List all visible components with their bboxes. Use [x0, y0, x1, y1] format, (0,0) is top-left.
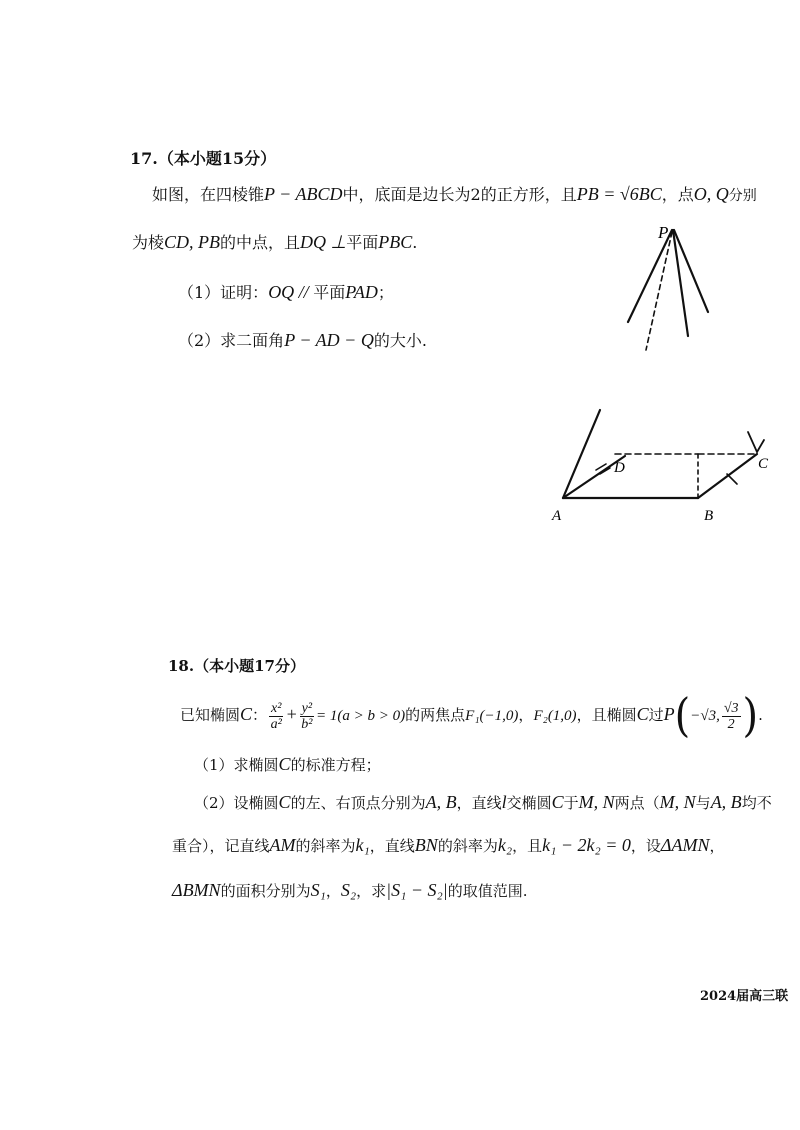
- q17-sub1-end: ；: [377, 283, 394, 302]
- edge-pd-upper-dashed: [646, 232, 672, 350]
- edge-bc: [698, 454, 757, 498]
- q18-frac-y-num: y²: [301, 700, 313, 716]
- label-c: C: [758, 456, 769, 472]
- q17-line2-text-c: 平面: [346, 233, 379, 252]
- edge-c-tick: [748, 432, 757, 452]
- q18-eq: = 1(a > b > 0): [316, 708, 406, 724]
- q18-frac-sqrt3-num: √3: [723, 700, 739, 716]
- q18-l2-k2: k₂: [497, 835, 513, 855]
- edge-pa-upper: [628, 230, 672, 322]
- q18-f2: F₂(1,0): [533, 708, 577, 724]
- q18-frac-y: [300, 701, 314, 732]
- q18-l3-text-c: 的取值范围.: [447, 882, 528, 900]
- q17-line1-text: 如图，在四棱锥: [152, 185, 265, 204]
- q18-frac-sqrt3: [722, 701, 741, 732]
- q18-point-p: P: [663, 704, 675, 724]
- q18-line1-end: .: [758, 706, 763, 724]
- q18-sub2-mn2: M, N: [659, 792, 696, 812]
- q17-sub2-label: （2）求二面角: [178, 331, 285, 350]
- q18-sub2-text-f: 两点（: [614, 794, 660, 812]
- q18-colon: ：: [252, 706, 268, 724]
- q18-sub2-text-e: 于: [563, 794, 579, 812]
- q18-frac-y-den: b²: [301, 716, 313, 732]
- footer-text: 2024届高三联: [700, 989, 789, 1004]
- q18-sub2-text-g: 与: [695, 794, 711, 812]
- q18-sub2-line3: [172, 880, 527, 901]
- q18-frac-sqrt3-den: 2: [727, 716, 735, 732]
- q17-line1-text-b: 中，底面是边长为2的正方形，且: [342, 185, 577, 204]
- q18-line1: [180, 689, 763, 743]
- q18-l2-text-d: 的斜率为: [437, 837, 498, 855]
- q18-line1-text-c: ，且椭圆: [576, 706, 637, 724]
- q17-pb-expr: PB = √6BC: [576, 184, 662, 204]
- q18-line1-text: 已知椭圆: [180, 706, 241, 724]
- q18-f1: F₁(−1,0): [465, 708, 519, 724]
- q18-l2-text-f: ，设: [630, 837, 661, 855]
- q18-sub2-c3: C: [551, 792, 564, 812]
- q18-sub1-end: 的标准方程；: [290, 756, 381, 774]
- q17-sub1-text: 平面: [313, 283, 346, 302]
- q17-line2-end: .: [412, 233, 418, 252]
- q18-plus: +: [285, 704, 298, 724]
- q18-l2-amn: ΔAMN: [660, 835, 710, 855]
- q17-pbc-expr: PBC: [378, 232, 413, 252]
- q18-sub2-mn: M, N: [578, 792, 615, 812]
- q18-l2-text-c: ，直线: [369, 837, 415, 855]
- q17-sub2-end: 的大小.: [373, 331, 427, 350]
- q18-l3-s1: S₁: [310, 880, 326, 900]
- q18-l3-bmn: ΔBMN: [172, 880, 221, 900]
- q17-sub1-label: （1）证明：: [178, 283, 269, 302]
- q18-sub2-ab2: A, B: [710, 792, 742, 812]
- q18-l2-text-b: 的斜率为: [295, 837, 356, 855]
- q17-sub2-expr: P − AD − Q: [284, 330, 374, 350]
- q17-sub1-expr2: PAD: [345, 282, 378, 302]
- q18-sub2-text-b: 的左、右顶点分别为: [290, 794, 426, 812]
- label-p: P: [658, 223, 669, 242]
- q18-frac-x-den: a²: [270, 716, 282, 732]
- q17-pyramid-expr: P − ABCD: [264, 184, 343, 204]
- q18-sub2-text-c: ，直线: [456, 794, 502, 812]
- q18-paren-left: (: [674, 689, 691, 743]
- q17-line1-tail: 分别: [728, 188, 757, 204]
- q18-sub2-line1: [194, 792, 772, 813]
- q18-sub2-ab: A, B: [425, 792, 457, 812]
- q18-c-var-2: C: [636, 704, 649, 724]
- q18-sub2-l: l: [501, 792, 507, 812]
- q18-l3-abs: |S₁ − S₂|: [386, 880, 448, 900]
- q18-l2-k1: k₁: [355, 835, 370, 855]
- q18-line1-text-b: 的两焦点: [405, 706, 466, 724]
- q18-l2-am: AM: [269, 835, 296, 855]
- edge-c-tick2: [757, 440, 764, 452]
- q18-frac-x: [269, 701, 283, 732]
- q18-l2-bn: BN: [414, 835, 438, 855]
- q18-l2-cond: k₁ − 2k₂ = 0: [542, 835, 631, 855]
- label-d: D: [614, 460, 625, 476]
- q17-line2-text-b: 的中点，且: [220, 233, 301, 252]
- q18-sub1-c: C: [278, 754, 291, 774]
- q18-sub2-text-d: 交椭圆: [506, 794, 552, 812]
- q18-sep: ，: [518, 706, 534, 724]
- q18-l2-text-e: ，且: [512, 837, 543, 855]
- q18-sub2-c: C: [278, 792, 291, 812]
- tick-bc: [727, 474, 737, 484]
- q18-l2-text-a: 重合），记直线: [172, 837, 270, 855]
- q18-l3-text-b: ，求: [356, 882, 387, 900]
- q18-header: 18.（本小题17分）: [168, 657, 305, 675]
- q18-sub1: [194, 754, 381, 775]
- q17-oq-expr: O, Q: [693, 184, 729, 204]
- q17-sub1-expr: OQ //: [268, 282, 314, 302]
- q18-frac-x-num: x²: [271, 700, 282, 716]
- q18-l3-sep: ，: [325, 882, 341, 900]
- q18-sub2-text-a: （2）设椭圆: [194, 794, 279, 812]
- q17-line1-text-c: ，点: [661, 185, 694, 204]
- q18-sub2-line2: [172, 835, 724, 856]
- q17-cd-pb-expr: CD, PB: [164, 232, 221, 252]
- q17-line2-text: 为棱: [132, 233, 165, 252]
- q18-l3-s2: S₂: [340, 880, 357, 900]
- q17-header: 17.（本小题15分）: [130, 149, 277, 168]
- q18-paren-right: ): [742, 689, 759, 743]
- q18-l2-text-g: ，: [709, 837, 725, 855]
- label-a: A: [552, 508, 562, 524]
- q17-dq-expr: DQ ⊥: [300, 232, 347, 252]
- q18-l3-text-a: 的面积分别为: [220, 882, 311, 900]
- q18-point-x: −√3,: [690, 708, 720, 724]
- q18-sub1-text: （1）求椭圆: [194, 756, 279, 774]
- q18-sub2-text-h: 均不: [741, 794, 772, 812]
- label-b: B: [704, 508, 714, 524]
- q18-line1-text-d: 过: [648, 706, 664, 724]
- q18-c-var: C: [240, 704, 253, 724]
